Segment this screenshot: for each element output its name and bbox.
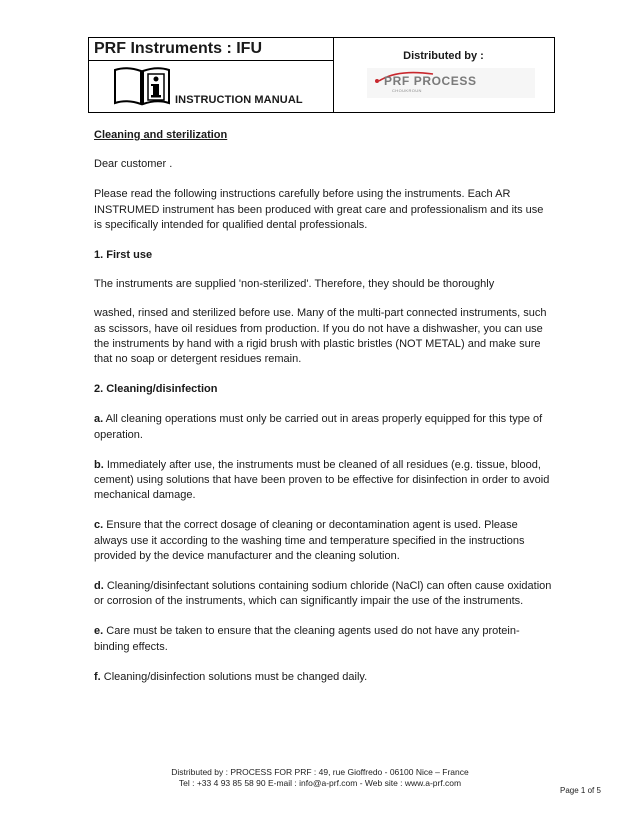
item-label: c. (94, 519, 104, 532)
item-text: Cleaning/disinfection solutions must be changed daily. (100, 670, 368, 683)
item-text: Immediately after use, the instruments must be cleaned of all residues (e.g. tissue, blood, cement) using solutions that have been proven to be effective for disinfection in order to avoid mechanical damage. (94, 458, 550, 502)
greeting: Dear customer . (94, 158, 173, 171)
item-label: f. (94, 670, 101, 683)
item-text: All cleaning operations must only be carried out in areas properly equipped for this type of operation. (94, 413, 543, 441)
list-item (94, 412, 554, 442)
logo-text: PRF PROCESS (384, 74, 477, 88)
item-label: a. (94, 413, 104, 426)
intro-paragraph: Please read the following instructions carefully before using the instruments. Each AR INSTRUMED instrument has been produced with great care and professionalism and its use is specifically intended for qualified dental professionals. (94, 188, 544, 231)
item-label: b. (94, 458, 104, 471)
footer-address: Distributed by : PROCESS FOR PRF : 49, rue Gioffredo - 06100 Nice – France (171, 767, 469, 777)
page-number: Page 1 of 5 (560, 786, 601, 795)
instruction-manual-icon (113, 66, 171, 106)
section-title: Cleaning and sterilization (94, 129, 228, 141)
first-use-paragraph-1: The instruments are supplied 'non-sterilized'. Therefore, they should be thoroughly (94, 278, 495, 291)
list-item (94, 518, 554, 564)
item-text: Care must be taken to ensure that the cleaning agents used do not have any protein-binding effects. (94, 625, 520, 653)
list-item (94, 458, 554, 504)
heading-cleaning: 2. Cleaning/disinfection (94, 383, 218, 396)
prf-process-logo (367, 68, 535, 98)
logo-subtext: CHOUKROUN (392, 88, 422, 93)
item-label: e. (94, 625, 104, 638)
header-right-cell (333, 38, 554, 112)
footer (0, 767, 640, 789)
manual-label: INSTRUCTION MANUAL (175, 94, 303, 106)
footer-contact: Tel : +33 4 93 85 58 90 E-mail : info@a-prf.com - Web site : www.a-prf.com (178, 778, 462, 788)
distributed-label: Distributed by : (403, 50, 484, 62)
list-item (94, 579, 554, 609)
item-text: Cleaning/disinfectant solutions containing sodium chloride (NaCl) can often cause oxidation or corrosion of the instruments, which can significantly impair the use of the instruments. (94, 580, 552, 608)
header-left-cell (89, 38, 334, 112)
header-table (88, 37, 555, 113)
item-text: Ensure that the correct dosage of cleaning or decontamination agent is used. Please always use it according to the washing time and temperature specified in the instructions provided by the device manufacturer and the cleaning solution. (94, 519, 525, 562)
document-body (94, 128, 554, 685)
list-item (94, 670, 554, 685)
logo-dot-icon (375, 79, 379, 83)
heading-first-use: 1. First use (94, 249, 153, 262)
item-label: d. (94, 580, 104, 593)
document-title: PRF Instruments : IFU (89, 38, 333, 61)
first-use-paragraph-2: washed, rinsed and sterilized before use. Many of the multi-part connected instruments, such as scissors, have oil residues from production. If you do not have a dishwasher, you can use the instruments by hand with a rigid brush with plastic bristles (NOT METAL) and make sure that no soap or detergent residues remain. (94, 307, 547, 366)
list-item (94, 624, 554, 654)
